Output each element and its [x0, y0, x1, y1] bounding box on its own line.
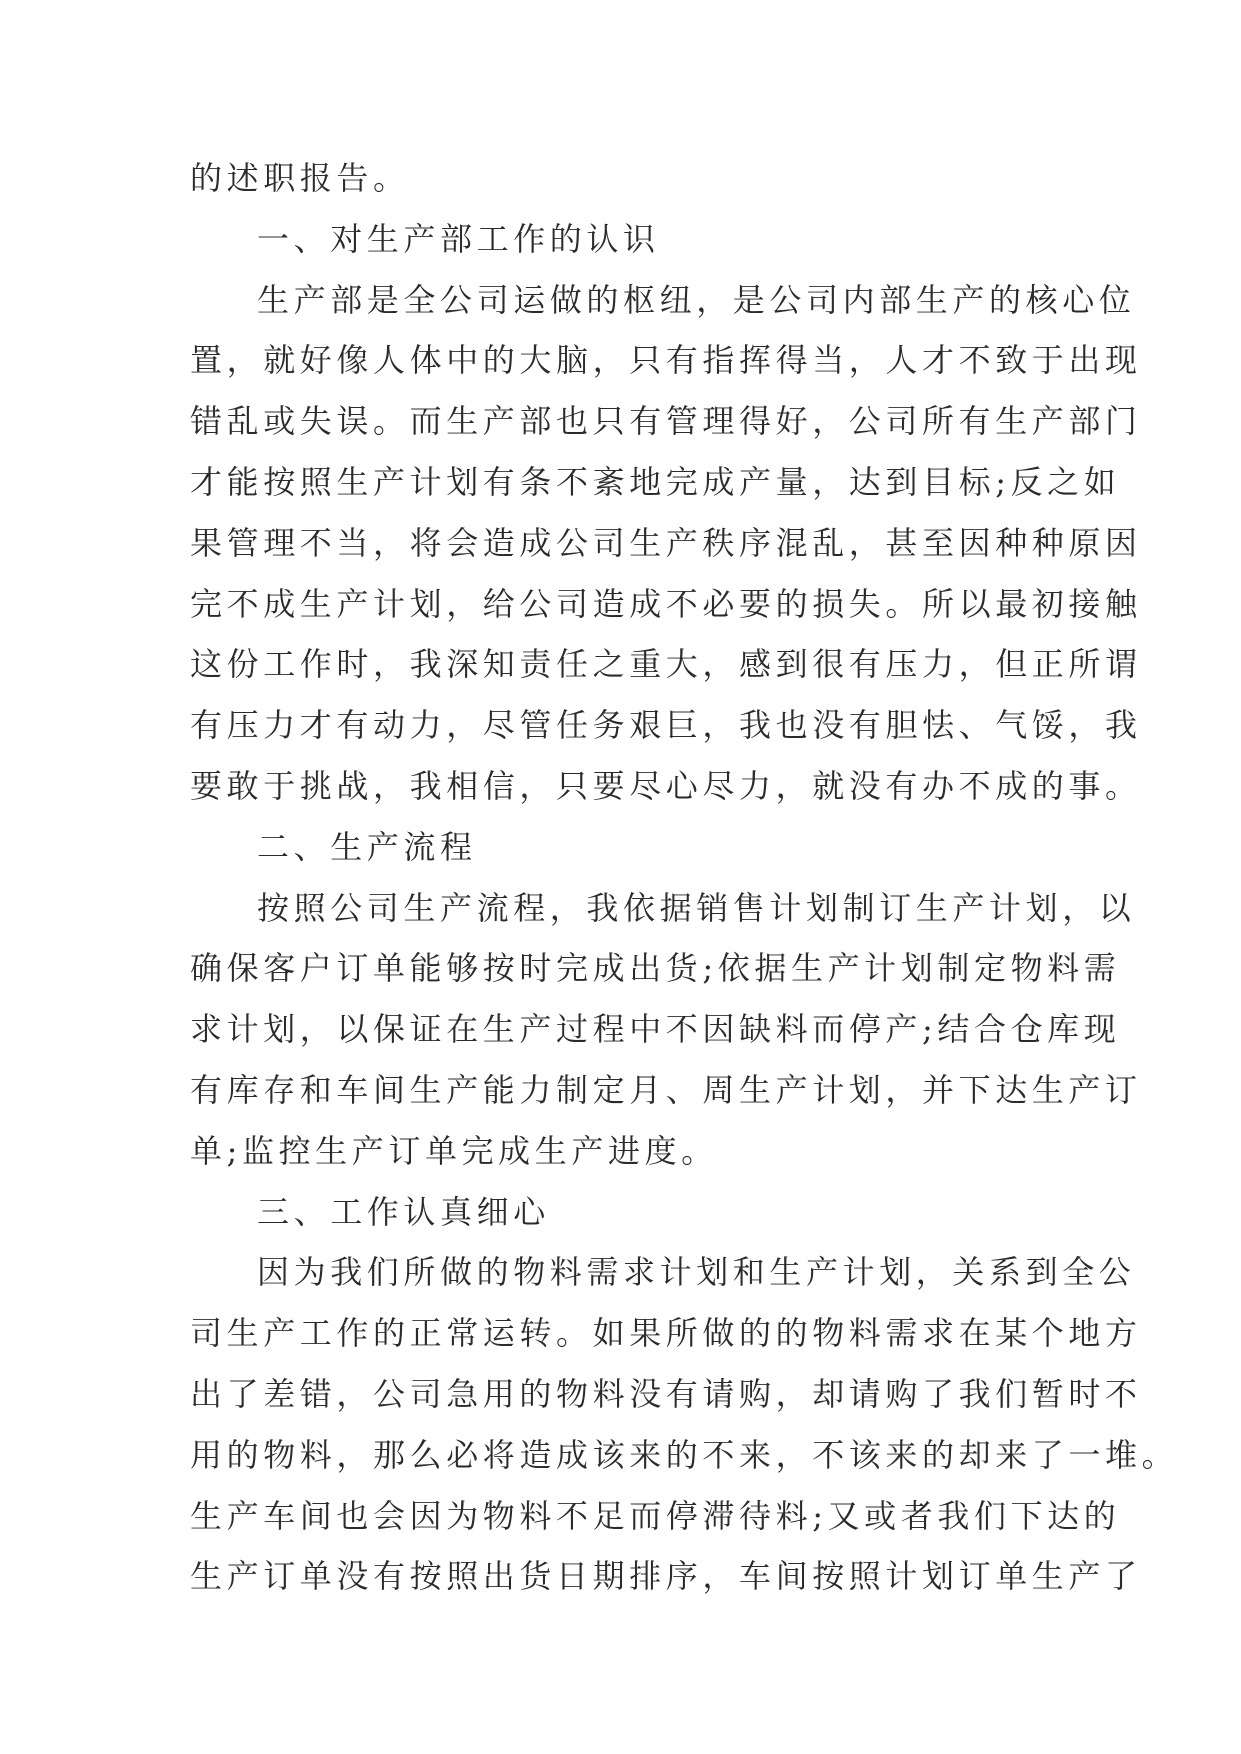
section-heading: 一、对生产部工作的认识	[257, 219, 660, 258]
text-line: 置，就好像人体中的大脑，只有指挥得当，人才不致于出现	[190, 341, 1142, 380]
text-line: 求计划，以保证在生产过程中不因缺料而停产;结合仓库现	[190, 1010, 1121, 1049]
text-line: 用的物料，那么必将造成该来的不来，不该来的却来了一堆。	[190, 1435, 1179, 1474]
text-line: 确保客户订单能够按时完成出货;依据生产计划制定物料需	[190, 949, 1121, 988]
section-heading: 三、工作认真细心	[257, 1192, 550, 1231]
text-line: 错乱或失误。而生产部也只有管理得好，公司所有生产部门	[190, 402, 1142, 441]
text-line: 出了差错，公司急用的物料没有请购，却请购了我们暂时不	[190, 1374, 1142, 1413]
text-line: 才能按照生产计划有条不紊地完成产量，达到目标;反之如	[190, 462, 1121, 501]
text-line: 生产部是全公司运做的枢纽，是公司内部生产的核心位	[257, 280, 1136, 319]
section-heading: 二、生产流程	[257, 827, 477, 866]
text-line: 这份工作时，我深知责任之重大，感到很有压力，但正所谓	[190, 645, 1142, 684]
text-line: 司生产工作的正常运转。如果所做的的物料需求在某个地方	[190, 1314, 1142, 1353]
text-line: 要敢于挑战，我相信，只要尽心尽力，就没有办不成的事。	[190, 766, 1142, 805]
text-line: 按照公司生产流程，我依据销售计划制订生产计划，以	[257, 888, 1136, 927]
text-line: 生产订单没有按照出货日期排序，车间按照计划订单生产了	[190, 1557, 1142, 1596]
text-line: 因为我们所做的物料需求计划和生产计划，关系到全公	[257, 1253, 1136, 1292]
document-body	[190, 148, 1179, 1607]
text-line: 有压力才有动力，尽管任务艰巨，我也没有胆怯、气馁，我	[190, 706, 1142, 745]
text-line: 有库存和车间生产能力制定月、周生产计划，并下达生产订	[190, 1070, 1142, 1109]
text-line: 果管理不当，将会造成公司生产秩序混乱，甚至因种种原因	[190, 523, 1142, 562]
text-line: 完不成生产计划，给公司造成不必要的损失。所以最初接触	[190, 584, 1142, 623]
text-line: 生产车间也会因为物料不足而停滞待料;又或者我们下达的	[190, 1496, 1121, 1535]
text-line: 单;监控生产订单完成生产进度。	[190, 1131, 718, 1170]
text-line: 的述职报告。	[190, 159, 410, 197]
